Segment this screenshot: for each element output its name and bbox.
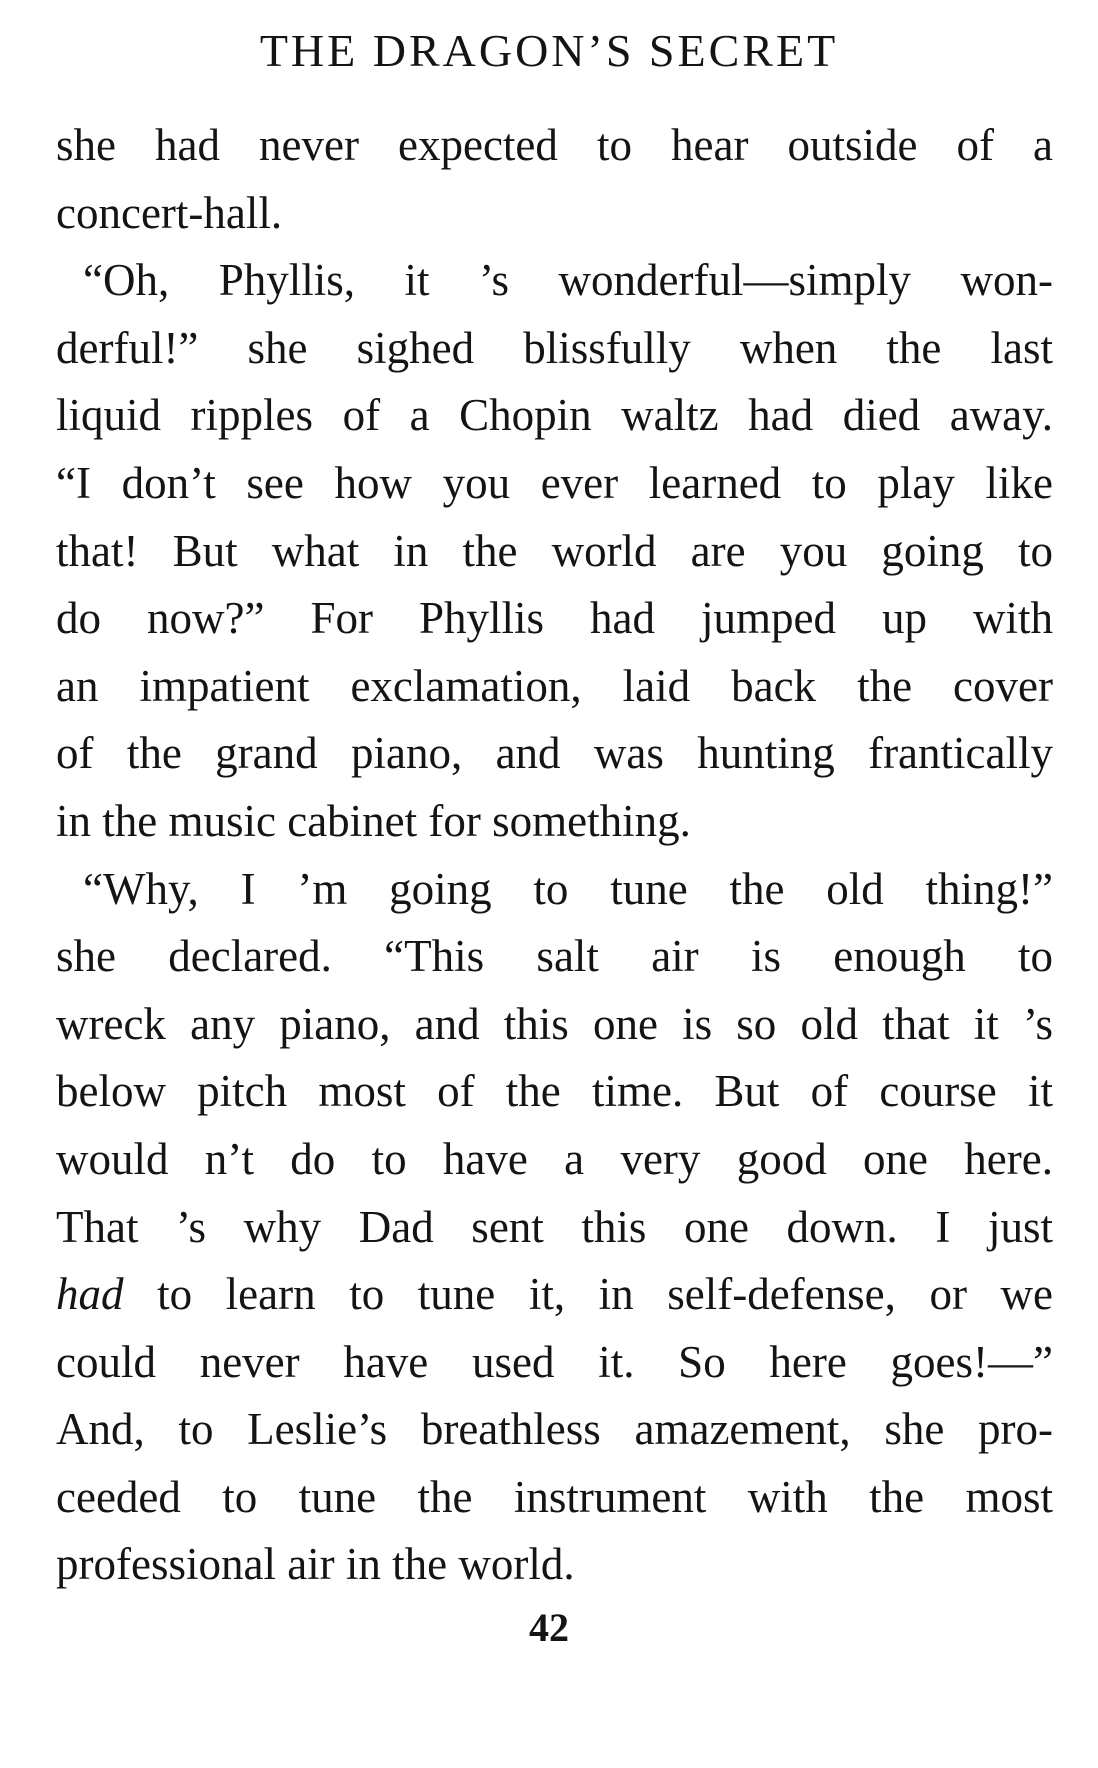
text-line — [56, 450, 1053, 518]
text-line — [56, 788, 1053, 856]
line-text: that! But what in the world are you going to — [56, 525, 1053, 576]
text-line — [56, 180, 1053, 248]
text-line — [56, 923, 1053, 991]
text-line — [56, 1194, 1053, 1262]
line-text: derful!” she sighed blissfully when the last — [56, 322, 1053, 373]
line-text: she had never expected to hear outside of a — [56, 120, 1053, 170]
text-line — [56, 315, 1053, 383]
line-text: could never have used it. So here goes!—” — [56, 1336, 1053, 1387]
line-text: “I don’t see how you ever learned to play like — [56, 457, 1053, 508]
line-text: to learn to tune it, in self-defense, or we — [157, 1269, 1053, 1320]
running-head: THE DRAGON’S SECRET — [259, 25, 839, 76]
text-line — [56, 112, 1053, 180]
line-text: professional air in the world. — [56, 1539, 575, 1590]
line-text: in the music cabinet for something. — [56, 795, 691, 846]
text-line — [56, 1058, 1053, 1126]
page-number: 42 — [529, 1605, 569, 1650]
line-text: And, to Leslie’s breathless amazement, she pro- — [56, 1404, 1053, 1455]
text-line — [56, 1126, 1053, 1194]
text-line — [56, 247, 1053, 315]
text-line — [56, 585, 1053, 653]
text-line — [56, 1261, 1053, 1329]
line-text: “Why, I ’m going to tune the old thing!” — [83, 863, 1053, 914]
text-line — [56, 720, 1053, 788]
text-line — [56, 518, 1053, 586]
line-text: she declared. “This salt air is enough to — [56, 931, 1053, 982]
line-text: That ’s why Dad sent this one down. I just — [56, 1201, 1053, 1252]
emphasis-text: had — [56, 1269, 124, 1320]
text-line — [56, 653, 1053, 721]
text-line — [56, 1329, 1053, 1397]
line-text: concert-hall. — [56, 187, 283, 238]
line-text: liquid ripples of a Chopin waltz had died away. — [56, 390, 1053, 441]
line-text: an impatient exclamation, laid back the cover — [56, 660, 1053, 711]
line-text: “Oh, Phyllis, it ’s wonderful—simply won- — [83, 255, 1053, 306]
text-line — [56, 856, 1053, 924]
text-line — [56, 1396, 1053, 1464]
text-line — [56, 1531, 1053, 1599]
text-line — [56, 991, 1053, 1059]
text-line — [56, 382, 1053, 450]
line-text: below pitch most of the time. But of course it — [56, 1066, 1053, 1117]
line-text: ceeded to tune the instrument with the most — [56, 1471, 1053, 1522]
line-text: would n’t do to have a very good one here. — [56, 1133, 1053, 1184]
line-text: do now?” For Phyllis had jumped up with — [56, 593, 1053, 644]
line-text: of the grand piano, and was hunting frantically — [56, 728, 1053, 779]
line-text: wreck any piano, and this one is so old that it ’s — [56, 998, 1053, 1049]
text-line — [56, 1464, 1053, 1532]
body-text — [56, 112, 1053, 1599]
